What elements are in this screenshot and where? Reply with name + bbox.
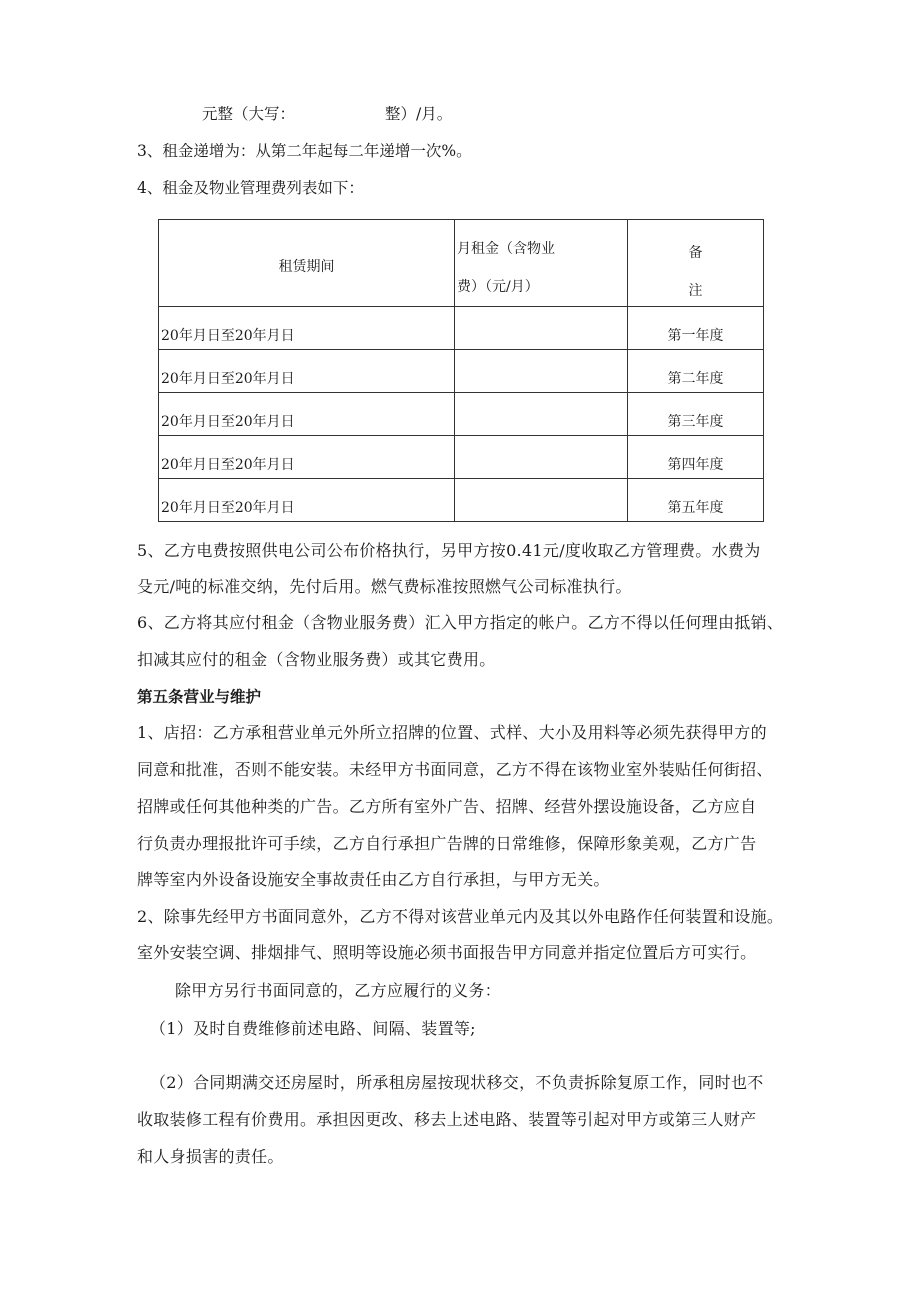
cell-note: 第五年度 (628, 479, 764, 522)
header-rent-line2: 费）（元/月） (457, 279, 539, 295)
clause-rent-list: 4、租金及物业管理费列表如下： (137, 179, 364, 197)
clause-payment-2: 扣减其应付的租金（含物业服务费）或其它费用。 (137, 650, 496, 669)
clause-rent-increase: 3、租金递增为：从第二年起每二年递增一次%。 (137, 142, 472, 160)
cell-note: 第四年度 (628, 436, 764, 479)
cell-period: 20年月日至20年月日 (159, 307, 455, 350)
cell-rent (455, 393, 628, 436)
table-row (159, 307, 764, 350)
table-row (159, 350, 764, 393)
obligation-1: （1）及时自费维修前述电路、间隔、装置等; (150, 1019, 476, 1038)
cell-period: 20年月日至20年月日 (159, 436, 455, 479)
clause-signage-4: 行负责办理报批许可手续，乙方自行承担广告牌的日常维修，保障形象美观，乙方广告 (137, 834, 757, 853)
header-period: 租赁期间 (159, 220, 455, 307)
header-note (628, 220, 764, 307)
cell-note: 第二年度 (628, 350, 764, 393)
header-rent-line1: 月租金（含物业 (457, 241, 555, 257)
clause-payment-1: 6、乙方将其应付租金（含物业服务费）汇入甲方指定的帐户。乙方不得以任何理由抵销、 (137, 613, 784, 632)
cell-rent (455, 436, 628, 479)
clause-signage-2: 同意和批准，否则不能安装。未经甲方书面同意，乙方不得在该物业室外装贴任何街招、 (137, 760, 773, 779)
cell-period: 20年月日至20年月日 (159, 393, 455, 436)
cell-note: 第一年度 (628, 307, 764, 350)
obligation-2-line1: （2）合同期满交还房屋时，所承租房屋按现状移交，不负责拆除复原工作，同时也不 (150, 1073, 764, 1092)
header-note-line1: 备 (688, 245, 703, 261)
clause-wiring-1: 2、除事先经甲方书面同意外，乙方不得对该营业单元内及其以外电路作任何装置和设施。 (137, 907, 784, 926)
table-row (159, 393, 764, 436)
cell-note: 第三年度 (628, 393, 764, 436)
cell-period: 20年月日至20年月日 (159, 350, 455, 393)
section-heading: 第五条营业与维护 (137, 688, 262, 706)
cell-rent (455, 479, 628, 522)
rent-table (158, 219, 764, 522)
clause-obligations-intro: 除甲方另行书面同意的，乙方应履行的义务： (175, 981, 502, 1000)
obligation-2-line2: 收取装修工程有价费用。承担因更改、移去上述电路、装置等引起对甲方或第三人财产 (137, 1110, 757, 1129)
obligation-2-line3: 和人身损害的责任。 (137, 1147, 284, 1166)
amount-prefix: 元整（大写： (202, 105, 296, 123)
clause-wiring-2: 室外安装空调、排烟排气、照明等设施必须书面报告甲方同意并指定位置后方可实行。 (137, 943, 757, 962)
table-row (159, 479, 764, 522)
clause-signage-1: 1、店招：乙方承租营业单元外所立招牌的位置、式样、大小及用料等必须先获得甲方的 (137, 723, 767, 742)
table-row (159, 436, 764, 479)
amount-suffix: 整）/月。 (385, 105, 453, 123)
clause-electricity-2: 殳元/吨的标准交纳，先付后用。燃气费标准按照燃气公司标准执行。 (137, 577, 632, 596)
clause-signage-3: 招牌或任何其他种类的广告。乙方所有室外广告、招牌、经营外摆设施设备，乙方应自 (137, 797, 757, 816)
cell-rent (455, 307, 628, 350)
cell-rent (455, 350, 628, 393)
header-note-line2: 注 (688, 283, 703, 299)
text-line-amount (202, 103, 452, 125)
cell-period: 20年月日至20年月日 (159, 479, 455, 522)
header-rent (455, 220, 628, 307)
clause-electricity-1: 5、乙方电费按照供电公司公布价格执行，另甲方按0.41元/度收取乙方管理费。水费为 (137, 541, 761, 560)
table-header-row (159, 220, 764, 307)
clause-signage-5: 牌等室内外设备设施安全事故责任由乙方自行承担，与甲方无关。 (137, 870, 610, 889)
